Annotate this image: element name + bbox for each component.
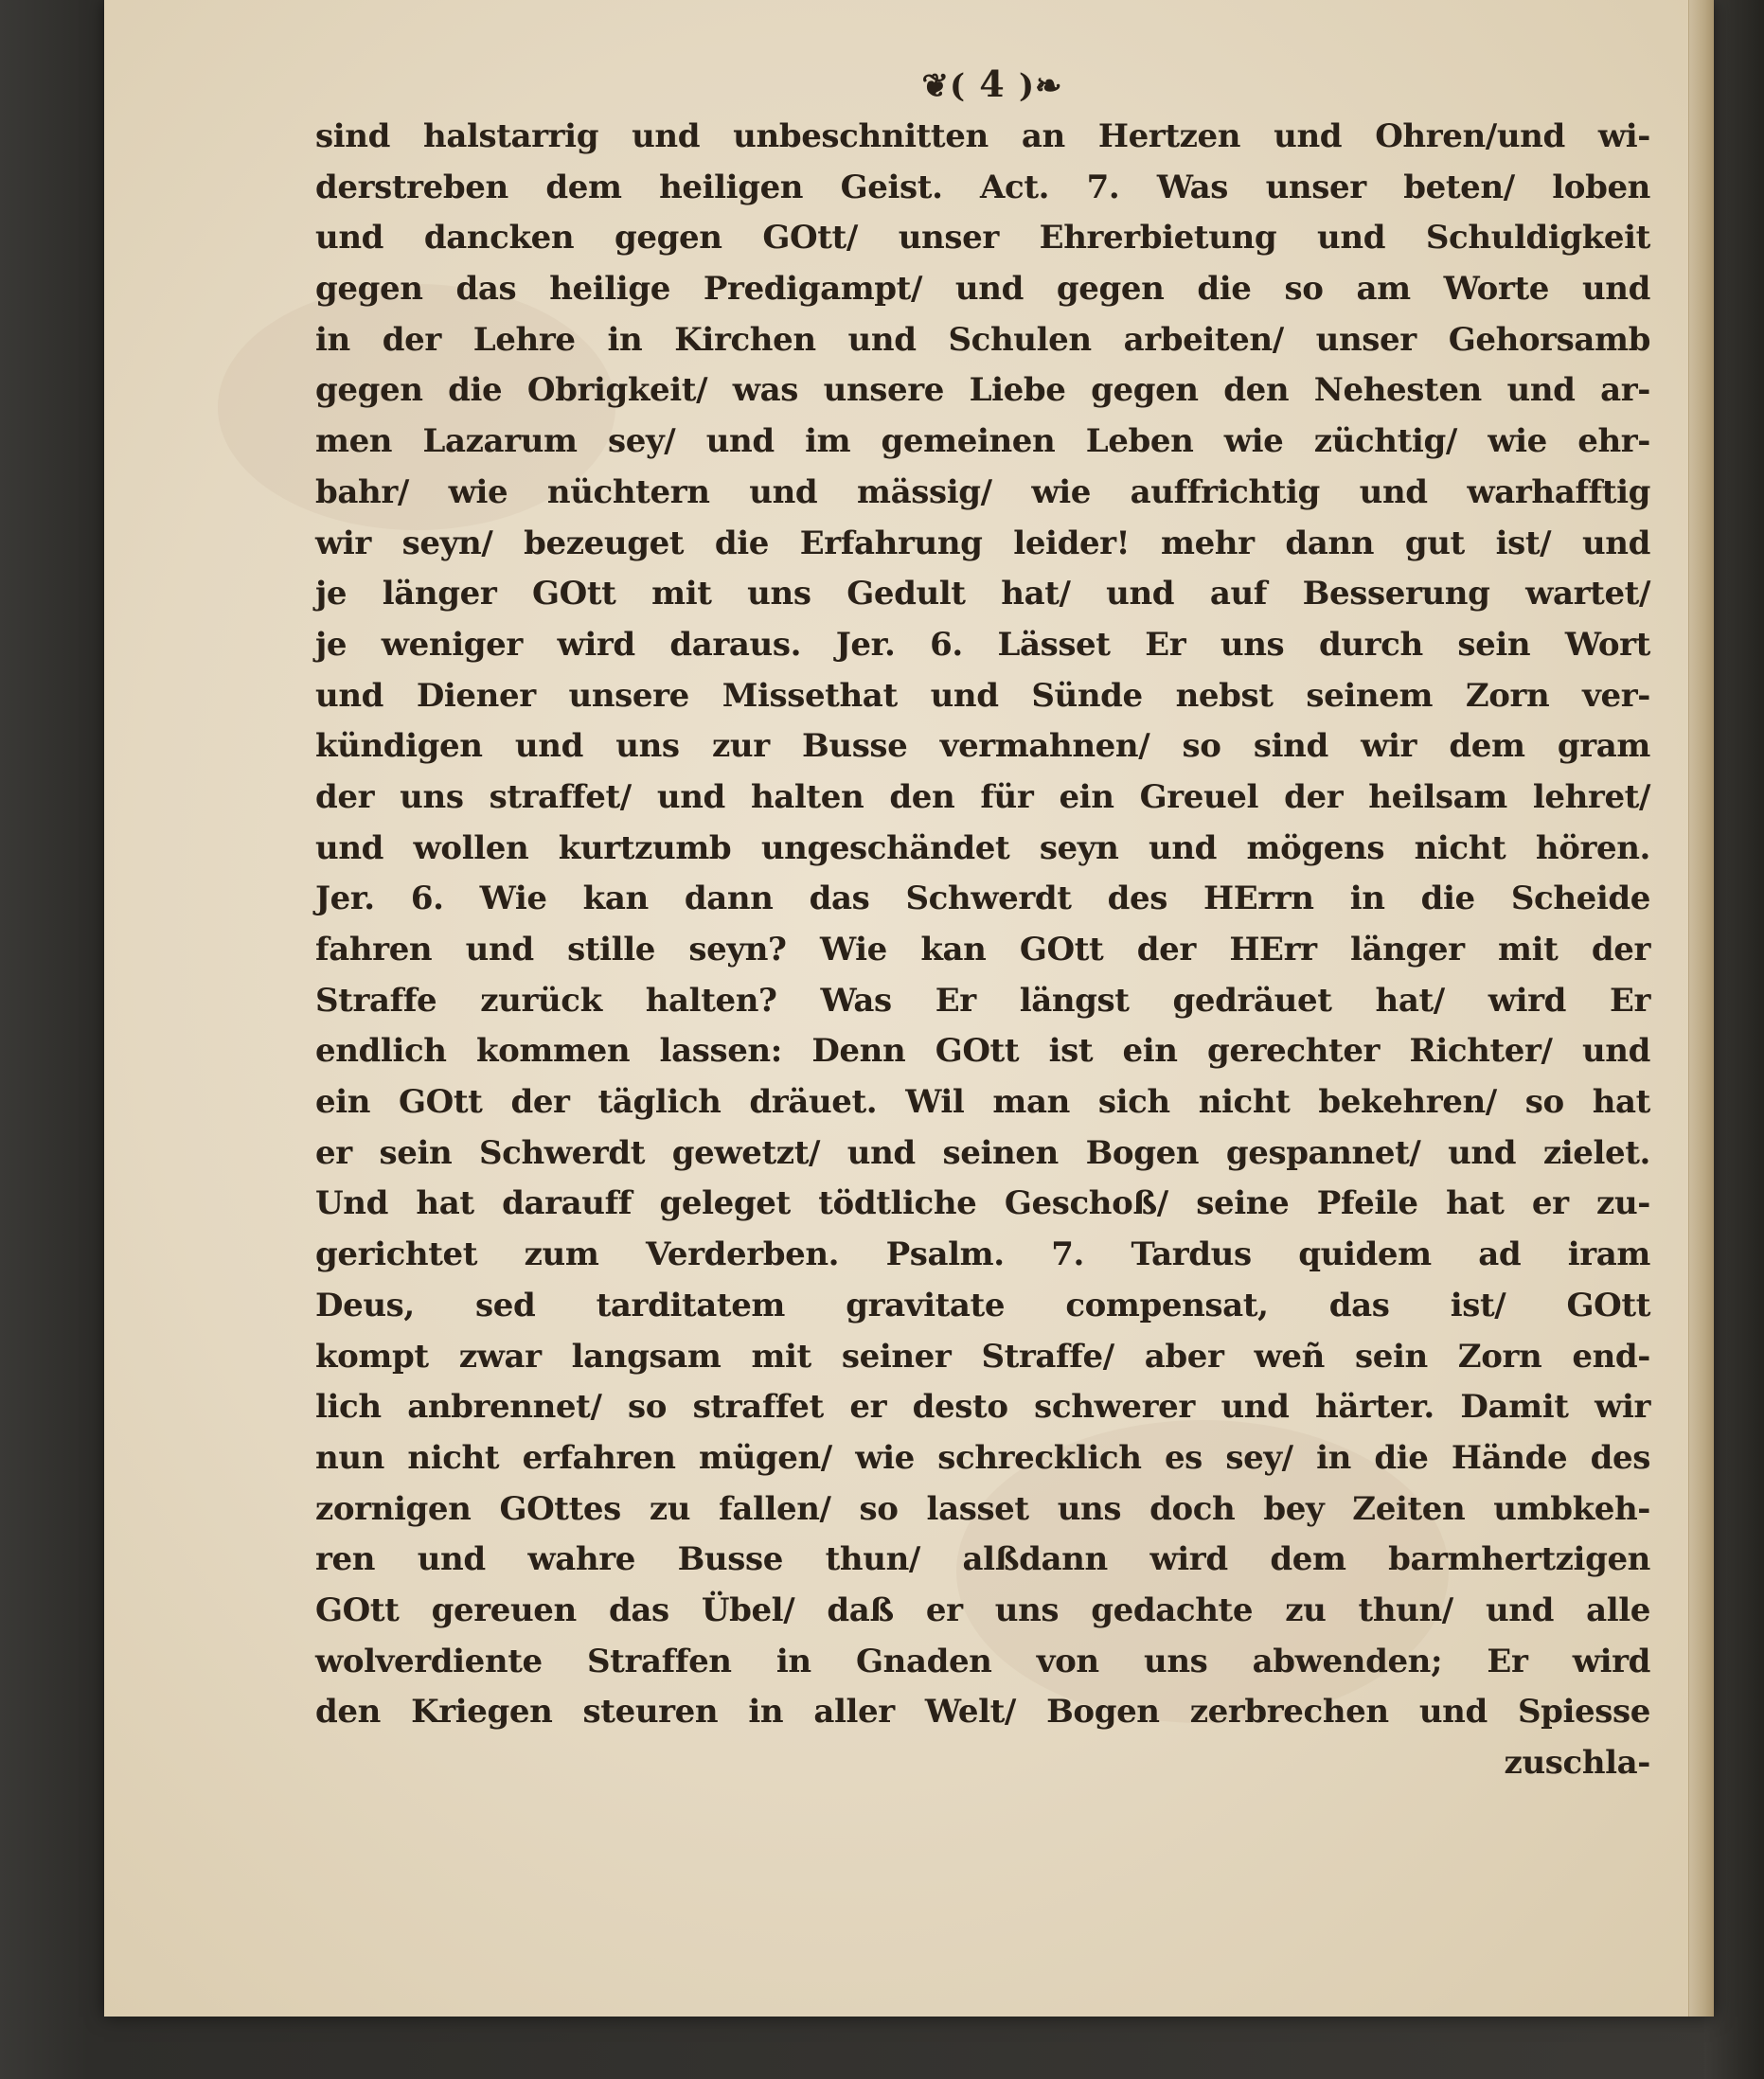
text-line: lich anbrennet/ so straffet er desto schwerer und härter. Damit wir bbox=[315, 1388, 1650, 1427]
text-line: wir seyn/ bezeuget die Erfahrung leider! mehr dann gut ist/ und bbox=[315, 524, 1650, 562]
text-line: je weniger wird daraus. Jer. 6. Lässet Er uns durch sein Wort bbox=[315, 625, 1650, 664]
text-line: sind halstarrig und unbeschnitten an Hertzen und Ohren/und wi- bbox=[315, 117, 1650, 155]
text-line: Jer. 6. Wie kan dann das Schwerdt des HErrn in die Scheide bbox=[315, 880, 1650, 918]
ornament-right-icon: )❧ bbox=[1018, 67, 1063, 105]
text-line: gegen die Obrigkeit/ was unsere Liebe gegen den Nehesten und ar- bbox=[315, 371, 1650, 410]
page-header bbox=[334, 57, 1650, 112]
text-line: und dancken gegen GOtt/ unser Ehrerbietung und Schuldigkeit bbox=[315, 219, 1650, 258]
text-line: gegen das heilige Predigampt/ und gegen die so am Worte und bbox=[315, 270, 1650, 309]
text-line: kompt zwar langsam mit seiner Straffe/ aber weñ sein Zorn end- bbox=[315, 1337, 1650, 1376]
text-line: kündigen und uns zur Busse vermahnen/ so sind wir dem gram bbox=[315, 727, 1650, 766]
page-number: 4 bbox=[979, 62, 1006, 105]
text-line: Straffe zurück halten? Was Er längst gedräuet hat/ wird Er bbox=[315, 981, 1650, 1020]
text-line: gerichtet zum Verderben. Psalm. 7. Tardus quidem ad iram bbox=[315, 1235, 1650, 1274]
text-line: derstreben dem heiligen Geist. Act. 7. Was unser beten/ loben bbox=[315, 168, 1650, 206]
text-line: der uns straffet/ und halten den für ein Greuel der heilsam lehret/ bbox=[315, 777, 1650, 816]
text-line: und wollen kurtzumb ungeschändet seyn und mögens nicht hören. bbox=[315, 828, 1650, 867]
catchword: zuschla- bbox=[1504, 1744, 1650, 1782]
text-line: in der Lehre in Kirchen und Schulen arbeiten/ unser Gehorsamb bbox=[315, 320, 1650, 359]
ornament-left-icon: ❦( bbox=[921, 67, 967, 105]
text-line: je länger GOtt mit uns Gedult hat/ und auf Besserung wartet/ bbox=[315, 575, 1650, 613]
text-line: zornigen GOttes zu fallen/ so lasset uns doch bey Zeiten umbkeh- bbox=[315, 1489, 1650, 1528]
text-line: fahren und stille seyn? Wie kan GOtt der HErr länger mit der bbox=[315, 931, 1650, 968]
text-line: ren und wahre Busse thun/ alßdann wird dem barmhertzigen bbox=[315, 1540, 1650, 1579]
text-line: nun nicht erfahren mügen/ wie schrecklich es sey/ in die Hände des bbox=[315, 1438, 1650, 1477]
text-line: Und hat darauff geleget tödtliche Geschoß/ seine Pfeile hat er zu- bbox=[315, 1184, 1650, 1223]
text-line: GOtt gereuen das Übel/ daß er uns gedachte zu thun/ und alle bbox=[315, 1590, 1650, 1629]
text-line: Deus, sed tarditatem gravitate compensat, das ist/ GOtt bbox=[315, 1286, 1650, 1324]
text-line: bahr/ wie nüchtern und mässig/ wie auffrichtig und warhafftig bbox=[315, 472, 1650, 511]
text-line: er sein Schwerdt gewetzt/ und seinen Bogen gespannet/ und zielet. bbox=[315, 1133, 1650, 1172]
text-block bbox=[315, 57, 1650, 1789]
page-edge bbox=[1688, 0, 1714, 2017]
text-line: den Kriegen steuren in aller Welt/ Bogen zerbrechen und Spiesse bbox=[315, 1693, 1650, 1732]
text-line: und Diener unsere Missethat und Sünde nebst seinem Zorn ver- bbox=[315, 676, 1650, 715]
text-line: men Lazarum sey/ und im gemeinen Leben wie züchtig/ wie ehr- bbox=[315, 422, 1650, 461]
text-line: endlich kommen lassen: Denn GOtt ist ein gerechter Richter/ und bbox=[315, 1032, 1650, 1071]
text-line: wolverdiente Straffen in Gnaden von uns abwenden; Er wird bbox=[315, 1642, 1650, 1680]
text-line: ein GOtt der täglich dräuet. Wil man sich nicht bekehren/ so hat bbox=[315, 1083, 1650, 1122]
